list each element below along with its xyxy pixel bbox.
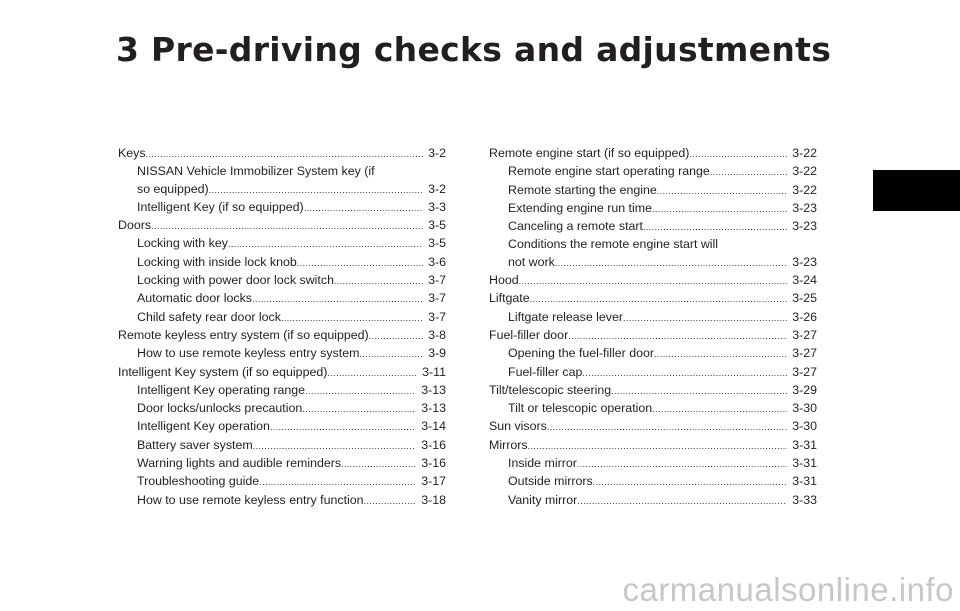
leader-dots [151, 217, 423, 235]
toc-entry-label: Remote engine start operating range [508, 164, 710, 179]
toc-entry-page: 3-14 [421, 419, 446, 434]
toc-entry-page: 3-16 [421, 456, 446, 471]
toc-entry-page: 3-25 [792, 291, 817, 306]
toc-entry[interactable] [118, 473, 446, 491]
page-title: 3 Pre-driving checks and adjustments [116, 30, 832, 69]
leader-dots [689, 145, 787, 163]
toc-entry-label: Remote starting the engine [508, 182, 657, 197]
toc-entry-page: 3-6 [428, 254, 446, 269]
leader-dots [652, 200, 787, 218]
toc-right-column [489, 145, 817, 510]
toc-entry[interactable] [118, 345, 446, 363]
toc-entry-page: 3-31 [792, 456, 817, 471]
leader-dots [359, 345, 423, 363]
toc-entry-page: 3-27 [792, 327, 817, 342]
leader-dots [593, 473, 788, 491]
toc-entry[interactable] [489, 309, 817, 327]
leader-dots [228, 235, 423, 253]
leader-dots [519, 272, 788, 290]
toc-entry-page: 3-2 [428, 146, 446, 160]
toc-entry-label: Liftgate release lever [508, 309, 624, 324]
leader-dots [654, 345, 787, 363]
toc-entry-page: 3-22 [792, 164, 817, 179]
toc-entry-label: Intelligent Key operating range [137, 382, 306, 397]
leader-dots [252, 290, 423, 308]
leader-dots [327, 364, 417, 382]
leader-dots [281, 309, 423, 327]
toc-entry-page: 3-27 [792, 346, 817, 361]
toc-entry[interactable] [489, 364, 817, 382]
toc-entry-page: 3-33 [792, 492, 817, 507]
toc-entry-page: 3-31 [792, 474, 817, 489]
toc-entry[interactable] [489, 473, 817, 491]
toc-entry-label: Child safety rear door lock [137, 309, 281, 324]
toc-entry-label: Remote engine start (if so equipped) [489, 146, 690, 160]
toc-entry[interactable] [118, 418, 446, 436]
toc-entry-label-line1: Conditions the remote engine start will [508, 237, 719, 252]
toc-entry[interactable] [489, 200, 817, 218]
toc-entry-label: so equipped) [137, 181, 209, 196]
toc-entry-page: 3-29 [792, 382, 817, 397]
toc-entry-page: 3-27 [792, 364, 817, 379]
toc-entry-label: Intelligent Key operation [137, 419, 270, 434]
toc-entry-label: Locking with key [137, 236, 228, 251]
toc-entry-page: 3-13 [421, 382, 446, 397]
toc-entry[interactable] [489, 218, 817, 236]
toc-entry-label: Automatic door locks [137, 291, 253, 306]
toc-entry-label: How to use remote keyless entry function [137, 492, 364, 507]
toc-entry-label: Sun visors [489, 419, 547, 434]
toc-entry[interactable] [118, 217, 446, 235]
toc-entry[interactable] [489, 492, 817, 510]
leader-dots [209, 181, 423, 199]
toc-entry-label: Canceling a remote start [508, 219, 643, 234]
leader-dots [146, 145, 424, 163]
leader-dots [611, 382, 787, 400]
toc-entry-label: Locking with power door lock switch [137, 273, 334, 288]
toc-entry-label: Door locks/unlocks precaution [137, 401, 303, 416]
toc-entry[interactable] [118, 290, 446, 308]
toc-entry-page: 3-26 [792, 309, 817, 324]
toc-entry-label: Hood [489, 273, 519, 288]
toc-entry[interactable] [489, 236, 817, 272]
toc-entry[interactable] [118, 382, 446, 400]
toc-left-column [118, 145, 446, 510]
toc-entry[interactable] [489, 182, 817, 200]
leader-dots [577, 492, 787, 510]
toc-entry-page: 3-3 [428, 199, 446, 214]
toc-entry-label: Battery saver system [137, 437, 253, 452]
leader-dots [334, 272, 423, 290]
toc-entry-page: 3-2 [428, 181, 446, 196]
toc-entry-label: Tilt/telescopic steering [489, 382, 612, 397]
leader-dots [297, 254, 423, 272]
toc-entry-page: 3-13 [421, 401, 446, 416]
toc-entry[interactable] [489, 290, 817, 308]
leader-dots [305, 382, 416, 400]
toc-entry-page: 3-24 [792, 273, 817, 288]
leader-dots [555, 254, 787, 272]
toc-entry-label: Remote keyless entry system (if so equipped) [118, 327, 369, 342]
toc-entry-label: Locking with inside lock knob [137, 254, 297, 269]
toc-entry[interactable] [118, 437, 446, 455]
leader-dots [302, 400, 416, 418]
toc-entry[interactable] [118, 199, 446, 217]
toc-entry-label: not work [508, 254, 555, 269]
toc-entry[interactable] [118, 364, 446, 382]
toc-entry-page: 3-17 [421, 474, 446, 489]
toc-entry[interactable] [118, 455, 446, 473]
toc-entry[interactable] [118, 309, 446, 327]
toc-entry-label: Extending engine run time [508, 200, 652, 215]
toc-entry-label: Liftgate [489, 291, 530, 306]
leader-dots [643, 218, 787, 236]
toc-entry-label: Fuel-filler door [489, 327, 569, 342]
toc-entry[interactable] [489, 145, 817, 163]
toc-entry-label: How to use remote keyless entry system [137, 346, 360, 361]
toc-entry-label: Doors [118, 218, 152, 233]
toc-entry-label: Keys [118, 146, 146, 160]
toc-entry-label: Inside mirror [508, 456, 577, 471]
toc-entry-label: Tilt or telescopic operation [508, 401, 653, 416]
section-tab-marker [873, 170, 960, 211]
toc-entry-page: 3-5 [428, 218, 446, 233]
toc-entry[interactable] [118, 235, 446, 253]
watermark: carmanualsonline.info [622, 571, 954, 608]
leader-dots [623, 309, 787, 327]
toc-entry-page: 3-23 [792, 200, 817, 215]
toc-entry[interactable] [489, 382, 817, 400]
toc-entry-page: 3-16 [421, 437, 446, 452]
leader-dots [270, 418, 416, 436]
leader-dots [530, 290, 788, 308]
toc-entry-page: 3-23 [792, 219, 817, 234]
toc-entry-label: Troubleshooting guide [137, 474, 260, 489]
leader-dots [369, 327, 423, 345]
leader-dots [547, 418, 787, 436]
toc-entry[interactable] [118, 145, 446, 163]
toc-entry-label: Warning lights and audible reminders [137, 456, 342, 471]
toc-entry[interactable] [489, 345, 817, 363]
toc-entry-page: 3-18 [421, 492, 446, 507]
leader-dots [582, 364, 787, 382]
toc-entry-label: Mirrors [489, 437, 528, 452]
toc-entry-label-line1: NISSAN Vehicle Immobilizer System key (if [137, 164, 375, 179]
toc-entry[interactable] [118, 492, 446, 510]
toc-entry[interactable] [489, 400, 817, 418]
toc-entry[interactable] [118, 327, 446, 345]
toc-entry[interactable] [489, 272, 817, 290]
toc-entry[interactable] [118, 272, 446, 290]
toc-entry-page: 3-8 [428, 327, 446, 342]
toc-entry[interactable] [489, 455, 817, 473]
toc-entry[interactable] [489, 163, 817, 181]
toc-entry[interactable] [489, 418, 817, 436]
leader-dots [304, 199, 423, 217]
toc-entry-page: 3-7 [428, 291, 446, 306]
leader-dots [710, 163, 787, 181]
toc-entry-page: 3-9 [428, 346, 446, 361]
toc-entry-page: 3-22 [792, 182, 817, 197]
toc-entry-page: 3-30 [792, 419, 817, 434]
toc-entry[interactable] [489, 327, 817, 345]
toc-entry[interactable] [489, 437, 817, 455]
toc-entry[interactable] [118, 163, 446, 199]
leader-dots [652, 400, 787, 418]
toc-entry-page: 3-5 [428, 236, 446, 251]
leader-dots [528, 437, 788, 455]
toc-entry-page: 3-7 [428, 273, 446, 288]
toc-entry-label: Vanity mirror [508, 492, 578, 507]
leader-dots [253, 437, 417, 455]
toc-entry-label: Opening the fuel-filler door [508, 346, 655, 361]
toc-entry-label: Intelligent Key (if so equipped) [137, 199, 304, 214]
toc-entry-page: 3-23 [792, 254, 817, 269]
leader-dots [568, 327, 787, 345]
leader-dots [341, 455, 416, 473]
toc-entry-page: 3-22 [792, 146, 817, 160]
toc-entry-page: 3-11 [422, 364, 446, 379]
leader-dots [657, 182, 787, 200]
leader-dots [364, 492, 417, 510]
toc-entry[interactable] [118, 400, 446, 418]
toc-entry[interactable] [118, 254, 446, 272]
leader-dots [259, 473, 416, 491]
toc-entry-page: 3-31 [792, 437, 817, 452]
toc-entry-label: Intelligent Key system (if so equipped) [118, 364, 328, 379]
toc-entry-page: 3-7 [428, 309, 446, 324]
leader-dots [577, 455, 787, 473]
toc-entry-label: Fuel-filler cap [508, 364, 583, 379]
toc-entry-label: Outside mirrors [508, 474, 593, 489]
toc-entry-page: 3-30 [792, 401, 817, 416]
